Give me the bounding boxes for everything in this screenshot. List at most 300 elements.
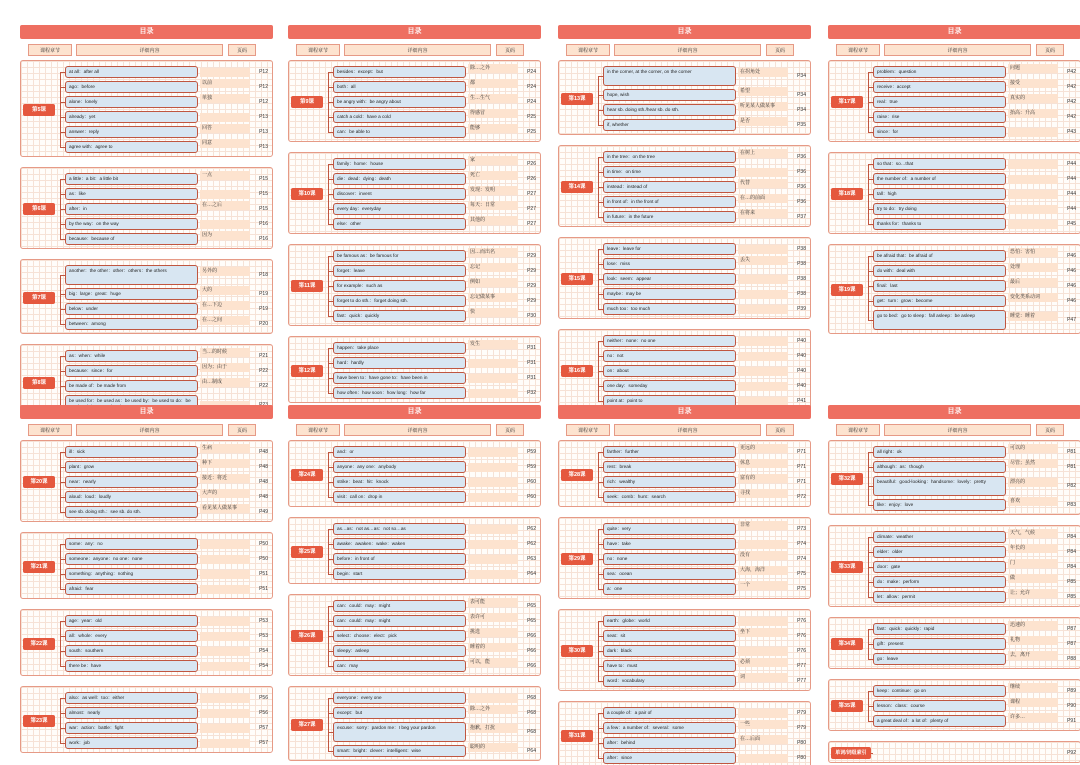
index-row[interactable] [60, 692, 272, 704]
index-row[interactable] [60, 203, 272, 215]
index-page [828, 25, 1080, 370]
lesson-section [558, 517, 811, 599]
index-row[interactable] [328, 173, 540, 185]
index-row[interactable] [598, 166, 810, 178]
index-row[interactable] [868, 280, 1080, 292]
vocab-term: below：under [65, 303, 198, 315]
page-number: P40 [797, 338, 806, 344]
vocab-term: go：leave [873, 653, 1006, 665]
index-row[interactable] [60, 553, 272, 565]
lesson-label: 第32课 [831, 473, 863, 485]
chinese-meaning: 生…生气 [468, 94, 518, 103]
index-row[interactable] [60, 707, 272, 719]
index-row[interactable] [868, 461, 1080, 473]
index-row[interactable] [60, 365, 272, 377]
chinese-meaning: 漂亮的 [1008, 478, 1058, 487]
chinese-meaning: 发现：发明 [468, 186, 518, 195]
lesson-label: 第8课 [23, 377, 55, 389]
index-row[interactable] [598, 583, 810, 595]
index-row[interactable] [328, 342, 540, 354]
index-row[interactable] [328, 476, 540, 488]
vocab-term: receive：accept [873, 81, 1006, 93]
chinese-meaning: 休息 [738, 459, 788, 468]
lesson-label: 第28课 [561, 469, 593, 481]
index-row[interactable] [868, 476, 1080, 496]
bracket-line [598, 341, 599, 401]
page-number: P79 [797, 710, 806, 716]
index-row[interactable] [328, 630, 540, 642]
page-number: P22 [259, 383, 268, 389]
index-row[interactable] [868, 66, 1080, 78]
index-row[interactable] [868, 203, 1080, 215]
lesson-label: 单词/词组索引 [831, 747, 871, 759]
page-number: P29 [527, 253, 536, 259]
vocab-term: do with：deal with [873, 265, 1006, 277]
index-row[interactable] [598, 446, 810, 458]
chinese-meaning: 因…而出名 [468, 248, 518, 257]
col-lesson-header: 课程章节 [836, 44, 880, 56]
index-row[interactable] [60, 446, 272, 458]
index-row[interactable] [868, 715, 1080, 727]
vocab-term: a great deal of：a lot of：plenty of [873, 715, 1006, 727]
chinese-meaning: 在拐角处 [738, 68, 788, 77]
meaning-blank [200, 709, 250, 718]
index-row[interactable] [598, 538, 810, 550]
page-number: P49 [259, 509, 268, 515]
index-row[interactable] [868, 295, 1080, 307]
index-row[interactable] [328, 387, 540, 399]
index-row[interactable] [328, 81, 540, 93]
index-row[interactable] [868, 158, 1080, 170]
index-row[interactable] [598, 752, 810, 764]
page-number: P16 [259, 221, 268, 227]
vocab-term: work：job [65, 737, 198, 749]
index-row[interactable] [868, 576, 1080, 588]
index-row[interactable] [598, 104, 810, 116]
index-row[interactable] [328, 660, 540, 672]
page-number: P85 [1067, 594, 1076, 600]
vocab-term: quite：very [603, 523, 736, 535]
bracket-line [868, 256, 869, 320]
index-row[interactable] [868, 685, 1080, 697]
vocab-term: except：but [333, 707, 466, 719]
index-row[interactable] [598, 303, 810, 315]
lesson-section [828, 60, 1080, 142]
index-row[interactable] [598, 476, 810, 488]
chinese-meaning: 睡着的 [468, 643, 518, 652]
index-row[interactable] [60, 583, 272, 595]
index-row[interactable] [598, 660, 810, 672]
vocab-term: how often：how soon：how long：how far [333, 387, 466, 399]
index-row[interactable] [328, 461, 540, 473]
page-number: P80 [797, 755, 806, 761]
index-row[interactable] [328, 96, 540, 108]
index-row[interactable] [868, 188, 1080, 200]
page-number: P83 [1067, 502, 1076, 508]
lesson-section [558, 440, 811, 507]
index-row[interactable] [60, 126, 272, 138]
page-number: P48 [259, 479, 268, 485]
vocab-term: also：as well：too：either [65, 692, 198, 704]
lesson-section [20, 259, 273, 334]
index-row[interactable] [328, 357, 540, 369]
meaning-blank [738, 647, 788, 656]
chinese-meaning: 礼物 [1008, 636, 1058, 645]
col-content-header: 详细内容 [344, 424, 491, 436]
col-page-header: 页码 [228, 44, 256, 56]
vocab-term: begin：start [333, 568, 466, 580]
vocab-term: else：other [333, 218, 466, 230]
bracket-line [598, 529, 599, 589]
index-row[interactable] [60, 81, 272, 93]
lesson-section [828, 440, 1080, 515]
vocab-term: fast：quick：quickly：rapid [873, 623, 1006, 635]
index-row[interactable] [868, 638, 1080, 650]
vocab-term: no：not [603, 350, 736, 362]
index-row[interactable] [60, 461, 272, 473]
page-number: P75 [797, 571, 806, 577]
index-row[interactable] [60, 265, 272, 285]
page-number: P12 [259, 84, 268, 90]
index-row[interactable] [868, 591, 1080, 603]
index-row[interactable] [328, 523, 540, 535]
bracket-line [328, 698, 329, 751]
lesson-section [20, 60, 273, 157]
chinese-meaning: 单独 [200, 94, 250, 103]
index-row[interactable] [328, 491, 540, 503]
page-number: P62 [527, 541, 536, 547]
vocab-term: since：for [873, 126, 1006, 138]
chinese-meaning: 继续 [1008, 683, 1058, 692]
index-row[interactable] [598, 568, 810, 580]
col-lesson-header: 课程章节 [566, 424, 610, 436]
index-row[interactable] [60, 111, 272, 123]
col-content-header: 详细内容 [614, 424, 761, 436]
page-number: P54 [259, 648, 268, 654]
chinese-meaning: 得感冒 [468, 109, 518, 118]
meaning-blank [200, 570, 250, 579]
index-row[interactable] [868, 173, 1080, 185]
index-row[interactable] [598, 196, 810, 208]
index-row[interactable] [60, 188, 272, 200]
index-row[interactable] [328, 707, 540, 719]
index-row[interactable] [328, 600, 540, 612]
chinese-meaning: 没有 [738, 551, 788, 560]
index-row[interactable] [60, 380, 272, 392]
index-row[interactable] [60, 568, 272, 580]
page-number: P90 [1067, 703, 1076, 709]
index-row[interactable] [328, 568, 540, 580]
lesson-section [558, 329, 811, 411]
meaning-blank [738, 617, 788, 626]
index-row[interactable] [868, 747, 1080, 759]
column-header [828, 44, 1080, 56]
index-row[interactable] [598, 615, 810, 627]
chinese-meaning: 回答 [200, 124, 250, 133]
vocab-term: keep：continue：go on [873, 685, 1006, 697]
index-row[interactable] [598, 89, 810, 101]
index-row[interactable] [328, 126, 540, 138]
lesson-section [288, 152, 541, 234]
index-row[interactable] [598, 66, 810, 86]
meaning-blank [738, 275, 788, 284]
chinese-meaning: 在…后面 [738, 735, 788, 744]
chinese-meaning: 家 [468, 156, 518, 165]
index-row[interactable] [598, 645, 810, 657]
col-page-header: 页码 [496, 44, 524, 56]
chinese-meaning: 问题 [1008, 64, 1058, 73]
page-number: P44 [1067, 191, 1076, 197]
vocab-term: rich：wealthy [603, 476, 736, 488]
bracket-line [60, 452, 61, 512]
index-row[interactable] [328, 446, 540, 458]
chinese-meaning: 在…的前面 [738, 194, 788, 203]
index-row[interactable] [60, 615, 272, 627]
chinese-meaning: 表许可 [468, 613, 518, 622]
page-number: P50 [259, 541, 268, 547]
index-row[interactable] [60, 141, 272, 153]
vocab-term: one day：someday [603, 380, 736, 392]
page-number: P48 [259, 464, 268, 470]
index-row[interactable] [598, 288, 810, 300]
vocab-term: a few：a number of：several：some [603, 722, 736, 734]
chinese-meaning: 寻找 [738, 489, 788, 498]
index-row[interactable] [868, 265, 1080, 277]
page-number: P38 [797, 261, 806, 267]
bracket-line [328, 164, 329, 224]
vocab-term: word：vocabulary [603, 675, 736, 687]
index-row[interactable] [60, 506, 272, 518]
bracket-line [60, 698, 61, 743]
index-row[interactable] [328, 188, 540, 200]
meaning-blank [200, 585, 250, 594]
index-row[interactable] [328, 218, 540, 230]
lesson-label: 第15课 [561, 273, 593, 285]
vocab-term: visit：call on：drop in [333, 491, 466, 503]
index-row[interactable] [598, 553, 810, 565]
vocab-term: can：could：may：might [333, 615, 466, 627]
vocab-term: plant：grow [65, 461, 198, 473]
vocab-term: if, whether [603, 119, 736, 131]
index-row[interactable] [60, 660, 272, 672]
meaning-blank [1008, 220, 1058, 229]
index-row[interactable] [598, 243, 810, 255]
index-row[interactable] [868, 623, 1080, 635]
col-lesson-header: 课程章节 [836, 424, 880, 436]
index-row[interactable] [328, 203, 540, 215]
index-row[interactable] [598, 380, 810, 392]
index-row[interactable] [60, 722, 272, 734]
index-row[interactable] [60, 630, 272, 642]
index-row[interactable] [328, 372, 540, 384]
index-row[interactable] [328, 250, 540, 262]
chinese-meaning: 必须 [738, 658, 788, 667]
index-row[interactable] [60, 476, 272, 488]
page-number: P63 [527, 556, 536, 562]
index-row[interactable] [598, 119, 810, 131]
index-row[interactable] [60, 303, 272, 315]
index-row[interactable] [598, 523, 810, 535]
index-row[interactable] [328, 645, 540, 657]
vocab-term: almost：nearly [65, 707, 198, 719]
page-number: P71 [797, 479, 806, 485]
page-number: P30 [527, 313, 536, 319]
index-row[interactable] [598, 151, 810, 163]
index-title: 目录 [828, 405, 1080, 419]
index-row[interactable] [598, 365, 810, 377]
lesson-section [288, 440, 541, 507]
chinese-meaning: 在树上 [738, 149, 788, 158]
page-number: P13 [259, 144, 268, 150]
col-page-header: 页码 [1036, 424, 1064, 436]
index-row[interactable] [328, 615, 540, 627]
index-row[interactable] [598, 350, 810, 362]
chinese-meaning: 忘记 [468, 263, 518, 272]
index-row[interactable] [598, 675, 810, 687]
lesson-section [288, 60, 541, 142]
page-number: P32 [527, 390, 536, 396]
vocab-term: war：action：battle：fight [65, 722, 198, 734]
meaning-blank [1008, 175, 1058, 184]
index-row[interactable] [598, 461, 810, 473]
vocab-term: earth：globe：world [603, 615, 736, 627]
index-row[interactable] [60, 350, 272, 362]
index-row[interactable] [868, 499, 1080, 511]
index-row[interactable] [60, 491, 272, 503]
index-row[interactable] [60, 288, 272, 300]
index-row[interactable] [60, 173, 272, 185]
lesson-section [20, 532, 273, 599]
index-row[interactable] [60, 66, 272, 78]
index-row[interactable] [868, 546, 1080, 558]
index-row[interactable] [328, 553, 540, 565]
meaning-blank [738, 352, 788, 361]
vocab-term: besides：except：but [333, 66, 466, 78]
index-row[interactable] [868, 126, 1080, 138]
index-row[interactable] [868, 218, 1080, 230]
index-row[interactable] [868, 653, 1080, 665]
vocab-term: answer：reply [65, 126, 198, 138]
vocab-term: rest：break [603, 461, 736, 473]
index-row[interactable] [598, 491, 810, 503]
page-number: P16 [259, 236, 268, 242]
meaning-blank [468, 555, 518, 564]
vocab-term: after：since [603, 752, 736, 764]
bracket-line [328, 529, 329, 574]
index-row[interactable] [598, 211, 810, 223]
index-row[interactable] [598, 630, 810, 642]
index-row[interactable] [598, 273, 810, 285]
index-row[interactable] [868, 446, 1080, 458]
page-number: P76 [797, 648, 806, 654]
index-row[interactable] [60, 96, 272, 108]
col-lesson-header: 课程章节 [28, 44, 72, 56]
index-row[interactable] [60, 538, 272, 550]
index-row[interactable] [598, 737, 810, 749]
index-row[interactable] [60, 645, 272, 657]
vocab-term: a little：a bit：a little bit [65, 173, 198, 185]
bracket-line [598, 713, 599, 758]
index-row[interactable] [60, 218, 272, 230]
index-row[interactable] [328, 295, 540, 307]
meaning-blank [1008, 160, 1058, 169]
chinese-meaning: 做 [1008, 574, 1058, 583]
index-row[interactable] [868, 111, 1080, 123]
index-row[interactable] [328, 310, 540, 322]
chinese-meaning: 大的 [200, 286, 250, 295]
index-row[interactable] [328, 158, 540, 170]
index-row[interactable] [328, 111, 540, 123]
index-row[interactable] [328, 538, 540, 550]
index-row[interactable] [328, 66, 540, 78]
index-row[interactable] [868, 81, 1080, 93]
chinese-meaning: 富有的 [738, 474, 788, 483]
meaning-blank [738, 290, 788, 299]
index-row[interactable] [598, 707, 810, 719]
index-row[interactable] [60, 318, 272, 330]
index-row[interactable] [60, 737, 272, 749]
index-row[interactable] [868, 531, 1080, 543]
vocab-term: because：since：for [65, 365, 198, 377]
page-number: P19 [259, 306, 268, 312]
page-number: P54 [259, 663, 268, 669]
index-row[interactable] [328, 722, 540, 742]
index-row[interactable] [868, 250, 1080, 262]
page-number: P51 [259, 571, 268, 577]
meaning-blank [1008, 205, 1058, 214]
vocab-term: elder：older [873, 546, 1006, 558]
meaning-blank [1008, 128, 1058, 137]
vocab-term: as…as：not as…as：not so…as [333, 523, 466, 535]
vocab-term: discover：invent [333, 188, 466, 200]
index-row[interactable] [598, 258, 810, 270]
index-row[interactable] [328, 745, 540, 757]
chinese-meaning: 去，离开 [1008, 651, 1058, 660]
index-row[interactable] [598, 722, 810, 734]
page-number: P77 [797, 678, 806, 684]
index-row[interactable] [598, 335, 810, 347]
vocab-term: forget to do sth.：forget doing sth. [333, 295, 466, 307]
chinese-meaning: 代替 [738, 179, 788, 188]
index-row[interactable] [598, 181, 810, 193]
index-row[interactable] [328, 692, 540, 704]
page-number: P60 [527, 479, 536, 485]
lesson-label: 第25课 [291, 546, 323, 558]
index-row[interactable] [60, 233, 272, 245]
bracket-line [868, 629, 869, 659]
page-number: P12 [259, 69, 268, 75]
index-row[interactable] [328, 265, 540, 277]
meaning-blank [200, 113, 250, 122]
index-row[interactable] [328, 280, 540, 292]
chinese-meaning: 处理 [1008, 263, 1058, 272]
vocab-term: for example：such as [333, 280, 466, 292]
page-number: P29 [527, 283, 536, 289]
chinese-meaning: 恐怕：害怕 [1008, 248, 1058, 257]
page-number: P42 [1067, 114, 1076, 120]
chinese-meaning: 能够 [468, 124, 518, 133]
page-number: P44 [1067, 206, 1076, 212]
index-row[interactable] [868, 700, 1080, 712]
index-row[interactable] [868, 96, 1080, 108]
col-page-header: 页码 [496, 424, 524, 436]
page-number: P71 [797, 449, 806, 455]
lesson-section [558, 701, 811, 765]
lesson-section [288, 517, 541, 584]
page-number: P15 [259, 191, 268, 197]
index-row[interactable] [868, 310, 1080, 330]
index-row[interactable] [868, 561, 1080, 573]
